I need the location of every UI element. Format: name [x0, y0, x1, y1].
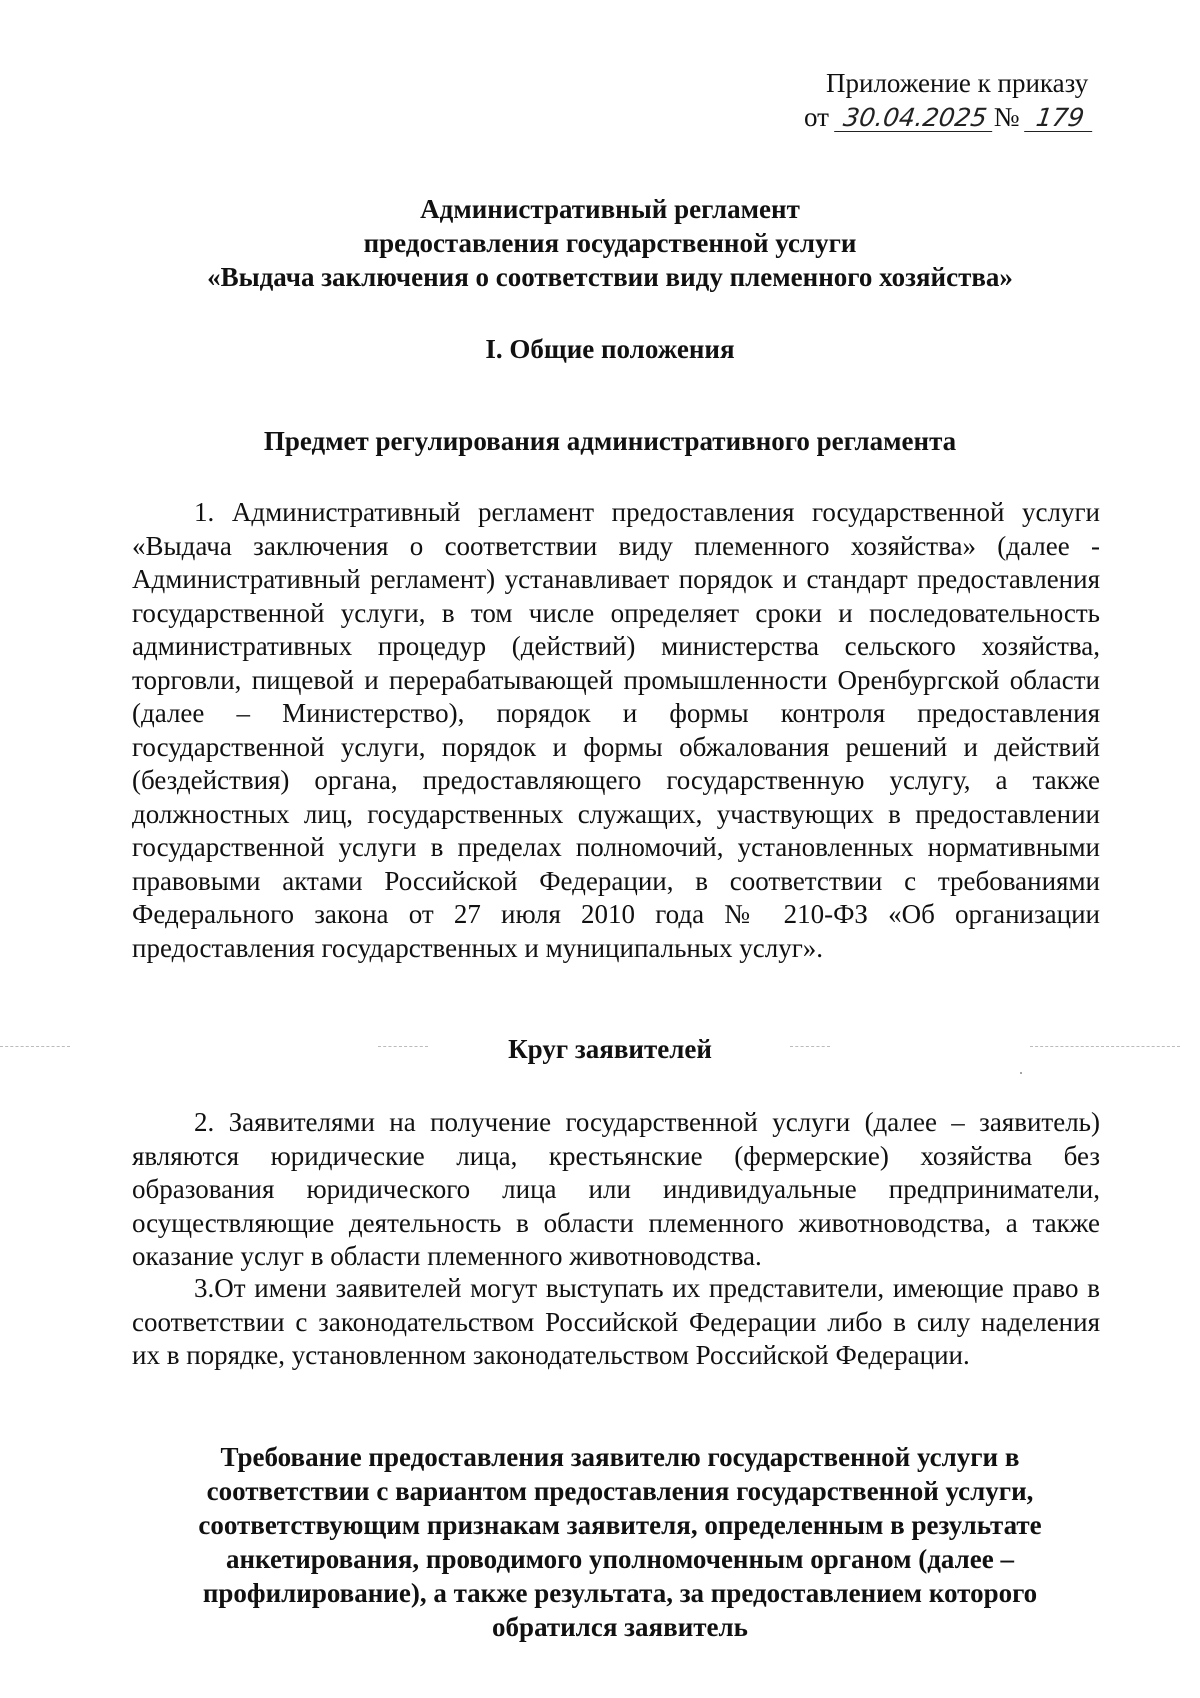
subheading-regulation-subject: Предмет регулирования административного регламента — [263, 426, 957, 456]
handwritten-date: 30.04.2025 — [834, 105, 996, 132]
variant-heading-line-5: профилирование), а также результата, за предоставлением которого — [202, 1578, 1038, 1608]
appendix-label: Приложение к приказу — [826, 68, 1089, 98]
section-heading-general: I. Общие положения — [485, 334, 735, 364]
title-line-2: предоставления государственной услуги — [363, 228, 857, 258]
scan-speck — [1020, 1072, 1022, 1074]
variant-heading-line-3: соответствующим признакам заявителя, определенным в результате — [198, 1510, 1042, 1540]
number-sign: № — [993, 102, 1020, 132]
paragraph-2: 2. Заявителями на получение государственной услуги (далее – заявитель) являются юридические лица, крестьянские (фермерские) хозяйства без образования юридического лица или индивидуальные предприниматели, осуществляющие деятельность в области племенного животноводства, а также оказание услуг в области племенного животноводства. — [132, 1107, 1100, 1271]
scan-artifact-left — [0, 1046, 70, 1049]
paragraph-3: 3.От имени заявителей могут выступать их представители, имеющие право в соответствии с законодательством Российской Федерации либо в силу наделения их в порядке, установленном законодательством Российской Федерации. — [132, 1273, 1100, 1370]
paragraph-1: 1. Административный регламент предоставления государственной услуги «Выдача заключения о соответствии виду племенного хозяйства» (далее - Административный регламент) устанавливает порядок и стандарт предоставления государственной услуги, в том числе определяет сроки и последовательность административных процедур (действий) министерства сельского хозяйства, торговли, пищевой и перерабатывающей промышленности Оренбургской области (далее – Министерство), порядок и формы контроля предоставления государственной услуги, порядок и формы обжалования решений и действий (бездействия) органа, предоставляющего государственную услугу, а также должностных лиц, государственных служащих, участвующих в предоставлении государственной услуги в пределах полномочий, установленных нормативными правовыми актами Российской Федерации, в соответствии с требованиями Федерального закона от 27 июля 2010 года № 210-ФЗ «Об организации предоставления государственных и муниципальных услуг». — [132, 497, 1100, 963]
handwritten-order-number: 179 — [1024, 105, 1096, 132]
variant-heading-line-6: обратился заявитель — [492, 1612, 748, 1642]
document-title — [120, 192, 1100, 294]
title-line-1: Административный регламент — [420, 194, 800, 224]
order-date-number-line — [804, 100, 1104, 134]
order-appendix-header — [804, 66, 1104, 134]
title-line-3: «Выдача заключения о соответствии виду племенного хозяйства» — [207, 262, 1013, 292]
subheading-applicants: Круг заявителей — [508, 1034, 712, 1064]
variant-heading-line-1: Требование предоставления заявителю государственной услуги в — [220, 1442, 1020, 1472]
variant-heading-line-4: анкетирования, проводимого уполномоченным органом (далее – — [226, 1544, 1014, 1574]
section-heading-service-variant — [140, 1440, 1100, 1644]
from-prefix: от — [804, 102, 829, 132]
variant-heading-line-2: соответствии с вариантом предоставления государственной услуги, — [206, 1476, 1034, 1506]
